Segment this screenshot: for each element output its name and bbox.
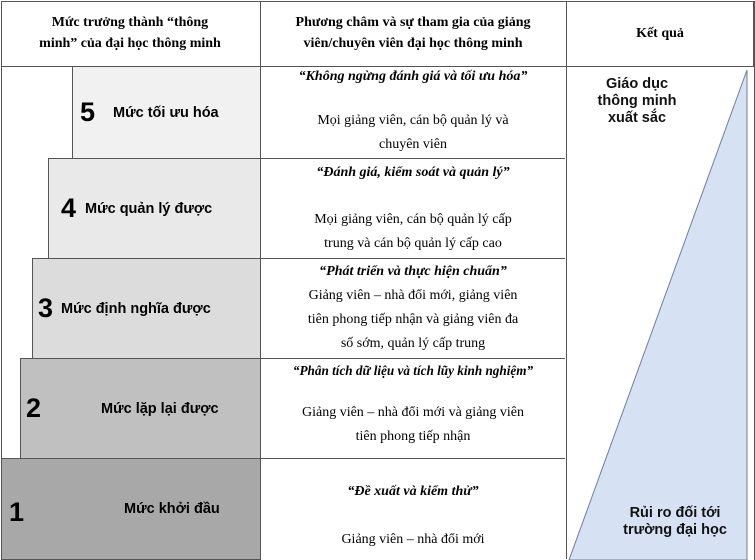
level-5-participants-line1: Mọi giảng viên, cán bộ quản lý và (317, 113, 509, 128)
level-3-participants-line3: số sớm, quản lý cấp trung (340, 336, 486, 351)
header-col3: Kết quả (636, 25, 684, 41)
level-5-content (262, 66, 564, 158)
level-1-motto: “Đề xuất và kiểm thử” (347, 484, 479, 499)
result-top-line3: xuất sắc (607, 110, 667, 126)
level-4-participants-line1: Mọi giảng viên, cán bộ quản lý cấp (314, 212, 512, 227)
level-2-participants-line2: tiên phong tiếp nhận (355, 429, 471, 444)
level-1-label: Mức khởi đầu (124, 501, 220, 517)
result-bottom-line1: Rủi ro đối tới (629, 505, 721, 521)
level-4-participants (262, 208, 564, 256)
header-col1-line1: Mức trưởng thành “thông (51, 15, 209, 30)
level-3-participants-line1: Giảng viên – nhà đổi mới, giảng viên (308, 288, 518, 303)
level-2-motto: “Phân tích dữ liệu và tích lũy kinh nghiệm” (292, 363, 534, 378)
level-3-number: 3 (38, 293, 54, 323)
level-3-label: Mức định nghĩa được (61, 300, 211, 317)
level-5-motto: “Không ngừng đánh giá và tối ưu hóa” (298, 69, 528, 84)
result-bottom (600, 505, 750, 539)
level-5-participants (262, 109, 564, 157)
level-3-participants (262, 284, 564, 356)
level-4-participants-line2: trung và cán bộ quản lý cấp cao (324, 236, 502, 251)
level-3-step (32, 258, 261, 359)
header-col1-line2: minh” của đại học thông minh (39, 36, 221, 51)
header-col2-line2: viên/chuyên viên đại học thông minh (303, 36, 523, 51)
level-4-number: 4 (61, 193, 77, 223)
level-4-step (48, 158, 261, 259)
level-2-number: 2 (26, 393, 42, 423)
level-4-motto: “Đánh giá, kiểm soát và quản lý” (316, 165, 510, 180)
level-2-label: Mức lặp lại được (101, 400, 219, 417)
level-1-step (1, 458, 261, 560)
result-top-line2: thông minh (597, 93, 677, 109)
level-2-participants (262, 401, 564, 449)
level-2-content (262, 358, 564, 458)
level-5-step (72, 66, 261, 159)
level-3-participants-line2: tiên phong tiếp nhận và giảng viên đa (307, 312, 519, 327)
level-4-label: Mức quản lý được (85, 200, 213, 217)
level-4-content (262, 158, 564, 258)
level-1-content (262, 458, 564, 560)
level-1-participants-line1: Giảng viên – nhà đổi mới (341, 532, 485, 547)
result-top-line1: Giáo dục (605, 76, 669, 92)
header-col2-line1: Phương châm và sự tham gia của giảng (295, 15, 531, 30)
result-top (572, 76, 702, 127)
level-3-content (262, 258, 564, 358)
level-3-motto: “Phát triển và thực hiện chuẩn” (319, 264, 507, 279)
level-1-number: 1 (9, 496, 25, 527)
level-5-participants-line2: chuyên viên (378, 137, 448, 152)
risk-triangle (567, 66, 755, 560)
level-2-step (20, 358, 261, 459)
level-5-number: 5 (80, 97, 96, 127)
level-2-participants-line1: Giảng viên – nhà đổi mới và giảng viên (301, 405, 525, 420)
result-bottom-line2: trường đại học (623, 522, 727, 538)
level-1-participants (262, 528, 564, 552)
level-5-label: Mức tối ưu hóa (113, 104, 219, 121)
